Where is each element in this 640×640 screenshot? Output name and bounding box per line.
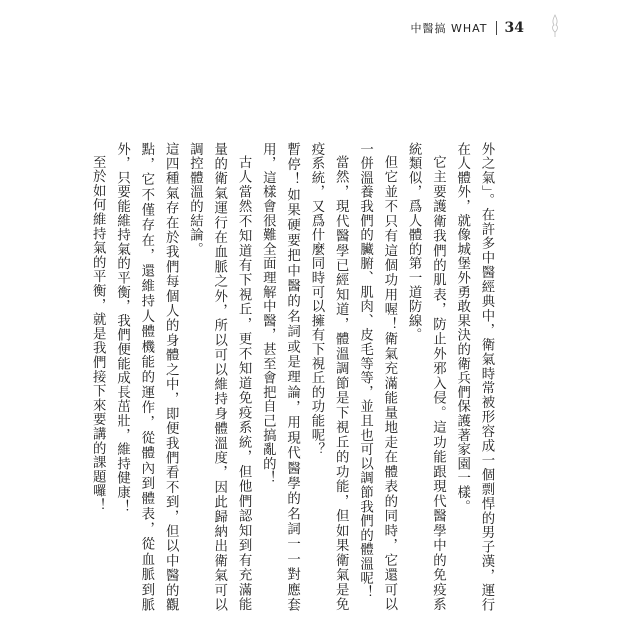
- paragraph-5: 暫停！如果硬要把中醫的名詞或是理論，用現代醫學的名詞一一對應套用，這樣會很難全面理解中醫，甚至會把自己搞亂的！: [260, 142, 300, 612]
- paragraph-2: 它主要護衛我們的肌表，防止外邪入侵。這功能跟現代醫學中的免疫系統類似，爲人體的第一道防線。: [406, 142, 446, 612]
- paragraph-6: 古人當然不知道有下視丘，更不知道免疫系統，但他們認知到有充滿能量的衛氣運行在血脈之外，所以可以維持身體溫度，因此歸納出衛氣可以調控體溫的結論。: [187, 142, 252, 612]
- paragraph-4: 當然，現代醫學已經知道，體溫調節是下視丘的功能，但如果衛氣是免疫系統，又爲什麼同時可以擁有下視丘的功能呢？: [308, 142, 349, 612]
- flame-ornament-icon: [550, 14, 560, 38]
- paragraph-1: 外之氣」。在許多中醫經典中，衛氣時常被形容成一個剽悍的男子漢，運行在人體外，就像城堡外勇敢果決的衛兵們保護著家園一樣。: [454, 142, 494, 612]
- book-title: 中醫搞 WHAT: [410, 22, 488, 35]
- vertical-body-text: [85, 142, 498, 612]
- paragraph-8: 至於如何維持氣的平衡，就是我們接下來要講的課題囉！: [90, 155, 106, 513]
- header-divider: [496, 21, 497, 35]
- running-header: [410, 20, 524, 36]
- page-number: 34: [504, 20, 524, 36]
- paragraph-3: 但它並不只有這個功用喔！衛氣充滿能量地走在體表的同時，它還可以一併溫養我們的臟腑、肌肉、皮毛等等，並且也可以調節我們的體溫呢！: [357, 142, 397, 612]
- paragraph-7: 這四種氣存在於我們每個人的身體之中，即便我們看不到，但以中醫的觀點，它不僅存在，還維持人體機能的運作，從體內到體表，從血脈到脈外，只要能維持氣的平衡，我們便能成長茁壯，維持健康！: [114, 142, 179, 612]
